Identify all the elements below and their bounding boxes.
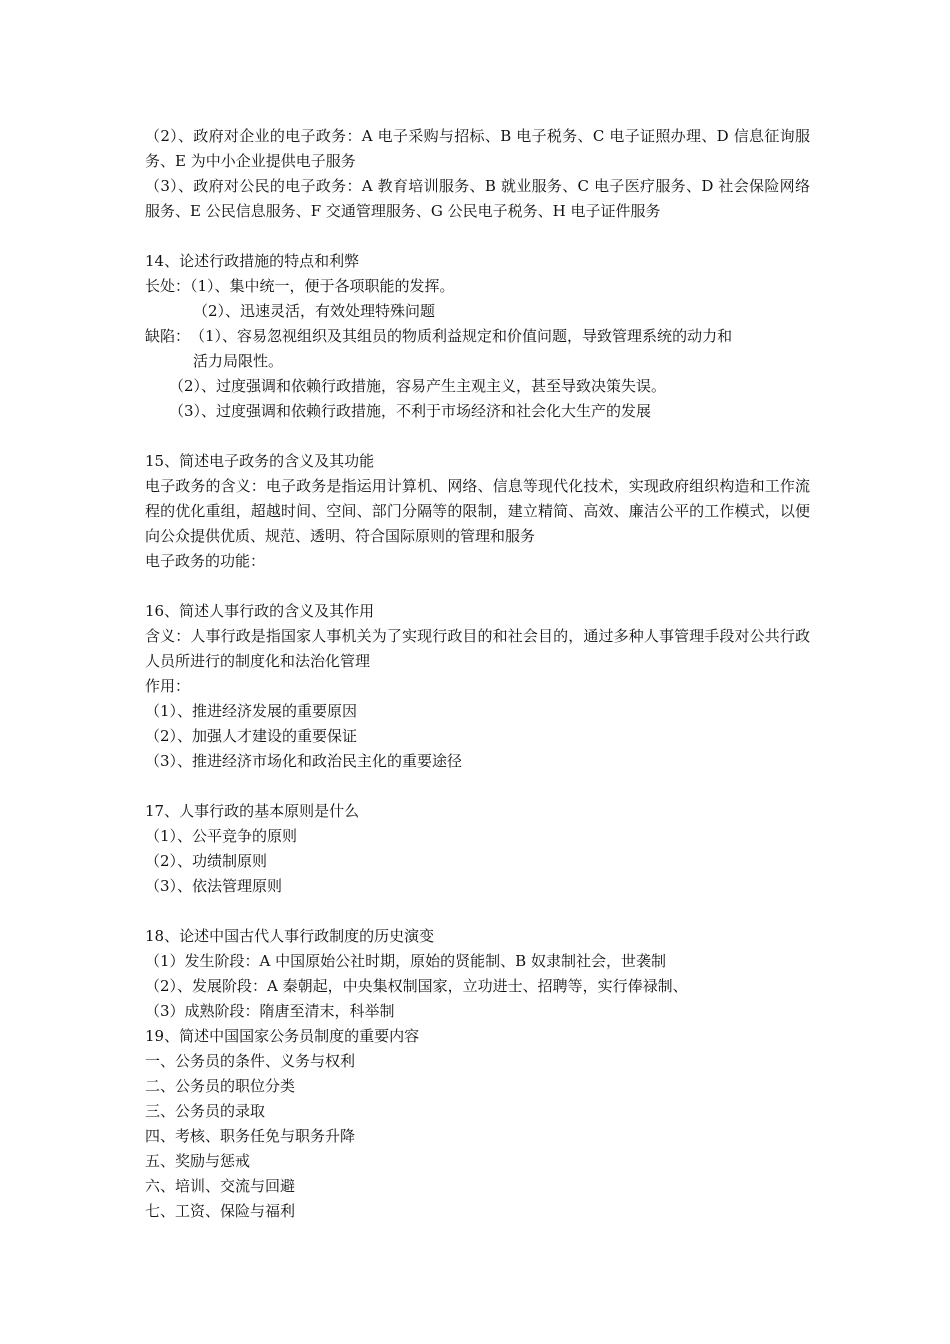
q14-advantages-line-1: [145, 274, 810, 299]
q16-role-item: （1）、推进经济发展的重要原因: [145, 702, 358, 720]
q14-advantage-1: （1）、集中统一，便于各项职能的发挥。: [190, 277, 455, 295]
blank-line: [145, 574, 810, 599]
question-18-title: 18、论述中国古代人事行政制度的历史演变: [145, 927, 435, 945]
q16-meaning: 含义：人事行政是指国家人事机关为了实现行政目的和社会目的，通过多种人事管理手段对公共行政人员所进行的制度化和法治化管理: [145, 627, 810, 670]
q14-advantages-label: 长处：: [145, 277, 191, 295]
q19-content-item: 四、考核、职务任免与职务升降: [145, 1127, 356, 1145]
question-17-title: 17、人事行政的基本原则是什么: [145, 802, 360, 820]
question-19-title: 19、简述中国国家公务员制度的重要内容: [145, 1027, 420, 1045]
paragraph-g2c-services: （3）、政府对公民的电子政务：A 教育培训服务、B 就业服务、C 电子医疗服务、D 社会保险网络服务、E 公民信息服务、F 交通管理服务、G 公民电子税务、H 电子证件服务: [145, 177, 810, 220]
blank-line: [145, 774, 810, 799]
q19-content-item: 六、培训、交流与回避: [145, 1177, 296, 1195]
q14-defect-3: （3）、过度强调和依赖行政措施，不利于市场经济和社会化大生产的发展: [169, 402, 652, 420]
paragraph-g2b-services: （2）、政府对企业的电子政务：A 电子采购与招标、B 电子税务、C 电子证照办理、D 信息征询服务、E 为中小企业提供电子服务: [145, 127, 810, 170]
q16-role-item: （3）、推进经济市场化和政治民主化的重要途径: [145, 752, 463, 770]
q19-content-item: 二、公务员的职位分类: [145, 1077, 296, 1095]
q19-content-item: 三、公务员的录取: [145, 1102, 266, 1120]
question-14-title: 14、论述行政措施的特点和利弊: [145, 252, 360, 270]
q18-stage-item: （2）、发展阶段：A 秦朝起，中央集权制国家，立功进士、招聘等，实行俸禄制、: [145, 977, 688, 995]
q16-role-item: （2）、加强人才建设的重要保证: [145, 727, 358, 745]
blank-line: [145, 899, 810, 924]
q18-stage-item: （1）发生阶段：A 中国原始公社时期，原始的贤能制、B 奴隶制社会，世袭制: [145, 952, 666, 970]
q15-meaning: 电子政务的含义：电子政务是指运用计算机、网络、信息等现代化技术，实现政府组织构造和工作流程的优化重组，超越时间、空间、部门分隔等的限制，建立精简、高效、廉洁公平的工作模式，以便向公众提供优质、规范、透明、符合国际原则的管理和服务: [145, 477, 810, 545]
q19-content-item: 一、公务员的条件、义务与权利: [145, 1052, 356, 1070]
q14-defects-label: 缺陷：: [145, 327, 191, 345]
blank-line: [145, 224, 810, 249]
question-16-title: 16、简述人事行政的含义及其作用: [145, 602, 375, 620]
q19-content-item: 七、工资、保险与福利: [145, 1202, 296, 1220]
q15-function-label: 电子政务的功能：: [145, 552, 266, 570]
q14-defect-2: （2）、过度强调和依赖行政措施，容易产生主观主义，甚至导致决策失误。: [169, 377, 667, 395]
q17-principle-item: （3）、依法管理原则: [145, 877, 283, 895]
q17-principle-item: （2）、功绩制原则: [145, 852, 268, 870]
q14-defect-1-part-2: 活力局限性。: [193, 352, 284, 370]
question-15-title: 15、简述电子政务的含义及其功能: [145, 452, 375, 470]
q19-content-item: 五、奖励与惩戒: [145, 1152, 251, 1170]
blank-line: [145, 424, 810, 449]
q14-advantage-2: （2）、迅速灵活，有效处理特殊问题: [193, 302, 436, 320]
q17-principle-item: （1）、公平竞争的原则: [145, 827, 298, 845]
q18-stage-item: （3）成熟阶段：隋唐至清末，科举制: [145, 1002, 395, 1020]
document-body: [145, 124, 810, 1224]
q14-defect-1-part-1: （1）、容易忽视组织及其组员的物质利益规定和价值问题，导致管理系统的动力和: [190, 327, 733, 345]
q14-defects-line-1: [145, 324, 810, 349]
q16-role-label: 作用：: [145, 677, 191, 695]
